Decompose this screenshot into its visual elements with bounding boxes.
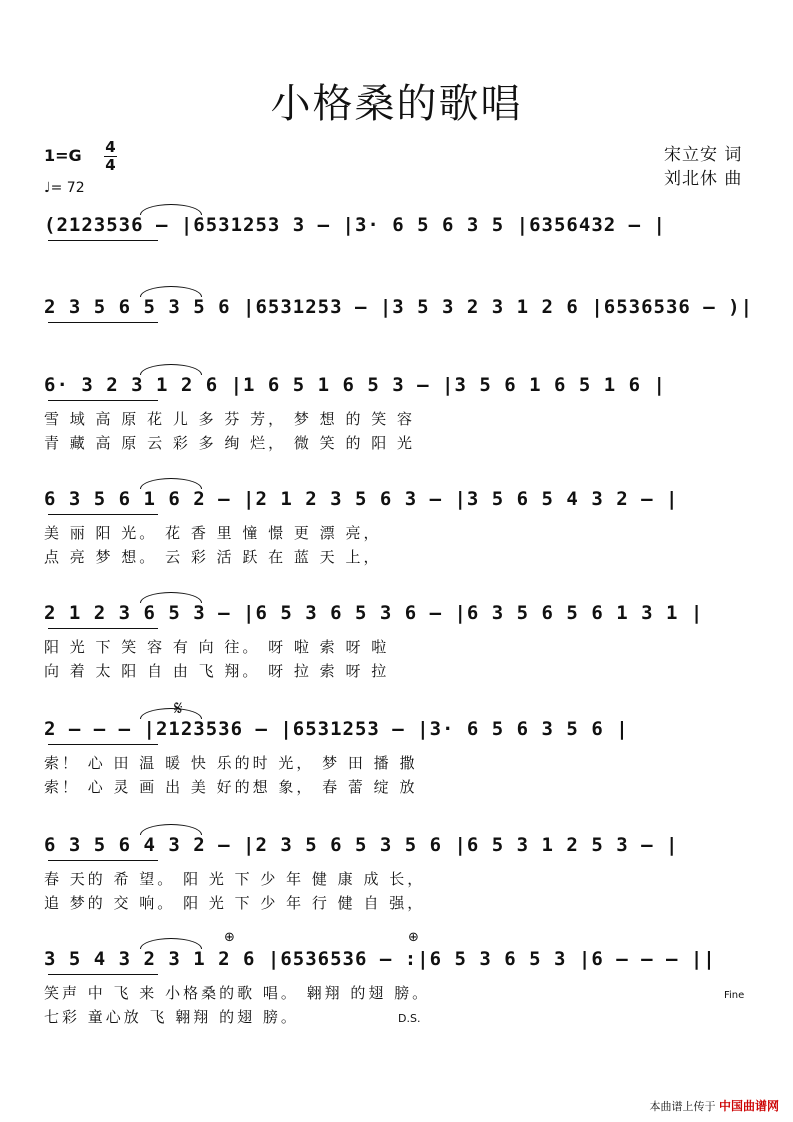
lyric-verse-2: 七彩 童心放 飞 翱翔 的翅 膀。 — [44, 1008, 299, 1026]
meter-bottom: 4 — [105, 156, 116, 174]
lyric-verse-1: 雪 域 高 原 花 儿 多 芬 芳， 梦 想 的 笑 容 — [44, 410, 415, 428]
notation-line: (2123536 – |6531253 3 – |3· 6 5 6 3 5 |6356432 – | — [44, 214, 666, 236]
beam-underline — [48, 240, 158, 241]
notation-line: 6 3 5 6 1 6 2 – |2 1 2 3 5 6 3 – |3 5 6 5 4 3 2 – | — [44, 488, 679, 510]
coda-sign-1: ⊕ — [224, 930, 235, 945]
lyric-verse-1: 阳 光 下 笑 容 有 向 往。 呀 啦 索 呀 啦 — [44, 638, 390, 656]
key-signature: 1=G — [44, 146, 82, 165]
lyric-verse-1: 索！ 心 田 温 暖 快 乐的时 光， 梦 田 播 撒 — [44, 754, 418, 772]
beam-underline — [48, 400, 158, 401]
beam-underline — [48, 628, 158, 629]
notation-line: 2 1 2 3 6 5 3 – |6 5 3 6 5 3 6 – |6 3 5 6 5 6 1 3 1 | — [44, 602, 704, 624]
composer-credit: 刘北休 曲 — [664, 169, 743, 189]
notation-line: 6· 3 2 3 1 2 6 |1 6 5 1 6 5 3 – |3 5 6 1 6 5 1 6 | — [44, 374, 666, 396]
notation-line: 3 5 4 3 2 3 1 2 6 |6536536 – :|6 5 3 6 5 3 |6 – – – || — [44, 948, 716, 970]
lyric-verse-2: 索！ 心 灵 画 出 美 好的想 象， 春 蕾 绽 放 — [44, 778, 418, 796]
ds-mark: D.S. — [398, 1012, 421, 1025]
beam-underline — [48, 974, 158, 975]
lyricist-credit: 宋立安 词 — [664, 145, 743, 165]
beam-underline — [48, 514, 158, 515]
segno-sign: 𝄋 — [174, 696, 183, 720]
site-logo[interactable]: 中国曲谱网 — [718, 1099, 779, 1113]
meter-top: 4 — [105, 138, 116, 156]
lyric-verse-1: 笑声 中 飞 来 小格桑的歌 唱。 翱翔 的翅 膀。 — [44, 984, 431, 1002]
footer-prefix: 本曲谱上传于 — [649, 1100, 716, 1113]
lyric-verse-1: 美 丽 阳 光。 花 香 里 憧 憬 更 漂 亮， — [44, 524, 382, 542]
coda-sign-2: ⊕ — [408, 930, 419, 945]
tie-arc — [140, 204, 202, 215]
score-row — [0, 948, 793, 1098]
lyric-verse-2: 青 藏 高 原 云 彩 多 绚 烂， 微 笑 的 阳 光 — [44, 434, 415, 452]
notation-line: 6 3 5 6 4 3 2 – |2 3 5 6 5 3 5 6 |6 5 3 1 2 5 3 – | — [44, 834, 679, 856]
page-title: 小格桑的歌唱 — [270, 81, 523, 127]
lyric-verse-2: 向 着 太 阳 自 由 飞 翔。 呀 拉 索 呀 拉 — [44, 662, 390, 680]
tempo-mark: ♩= 72 — [44, 180, 85, 196]
beam-underline — [48, 744, 158, 745]
lyric-verse-1: 春 天的 希 望。 阳 光 下 少 年 健 康 成 长， — [44, 870, 426, 888]
lyric-verse-2: 点 亮 梦 想。 云 彩 活 跃 在 蓝 天 上， — [44, 548, 382, 566]
lyric-verse-2: 追 梦的 交 响。 阳 光 下 少 年 行 健 自 强， — [44, 894, 426, 912]
footer — [649, 1097, 779, 1114]
beam-underline — [48, 860, 158, 861]
time-signature — [104, 140, 117, 173]
fine-mark: Fine — [724, 990, 745, 1001]
notation-line: 2 3 5 6 5 3 5 6 |6531253 – |3 5 3 2 3 1 2 6 |6536536 – )| — [44, 296, 754, 318]
notation-line: 2 – – – |2123536 – |6531253 – |3· 6 5 6 3 5 6 | — [44, 718, 629, 740]
beam-underline — [48, 322, 158, 323]
